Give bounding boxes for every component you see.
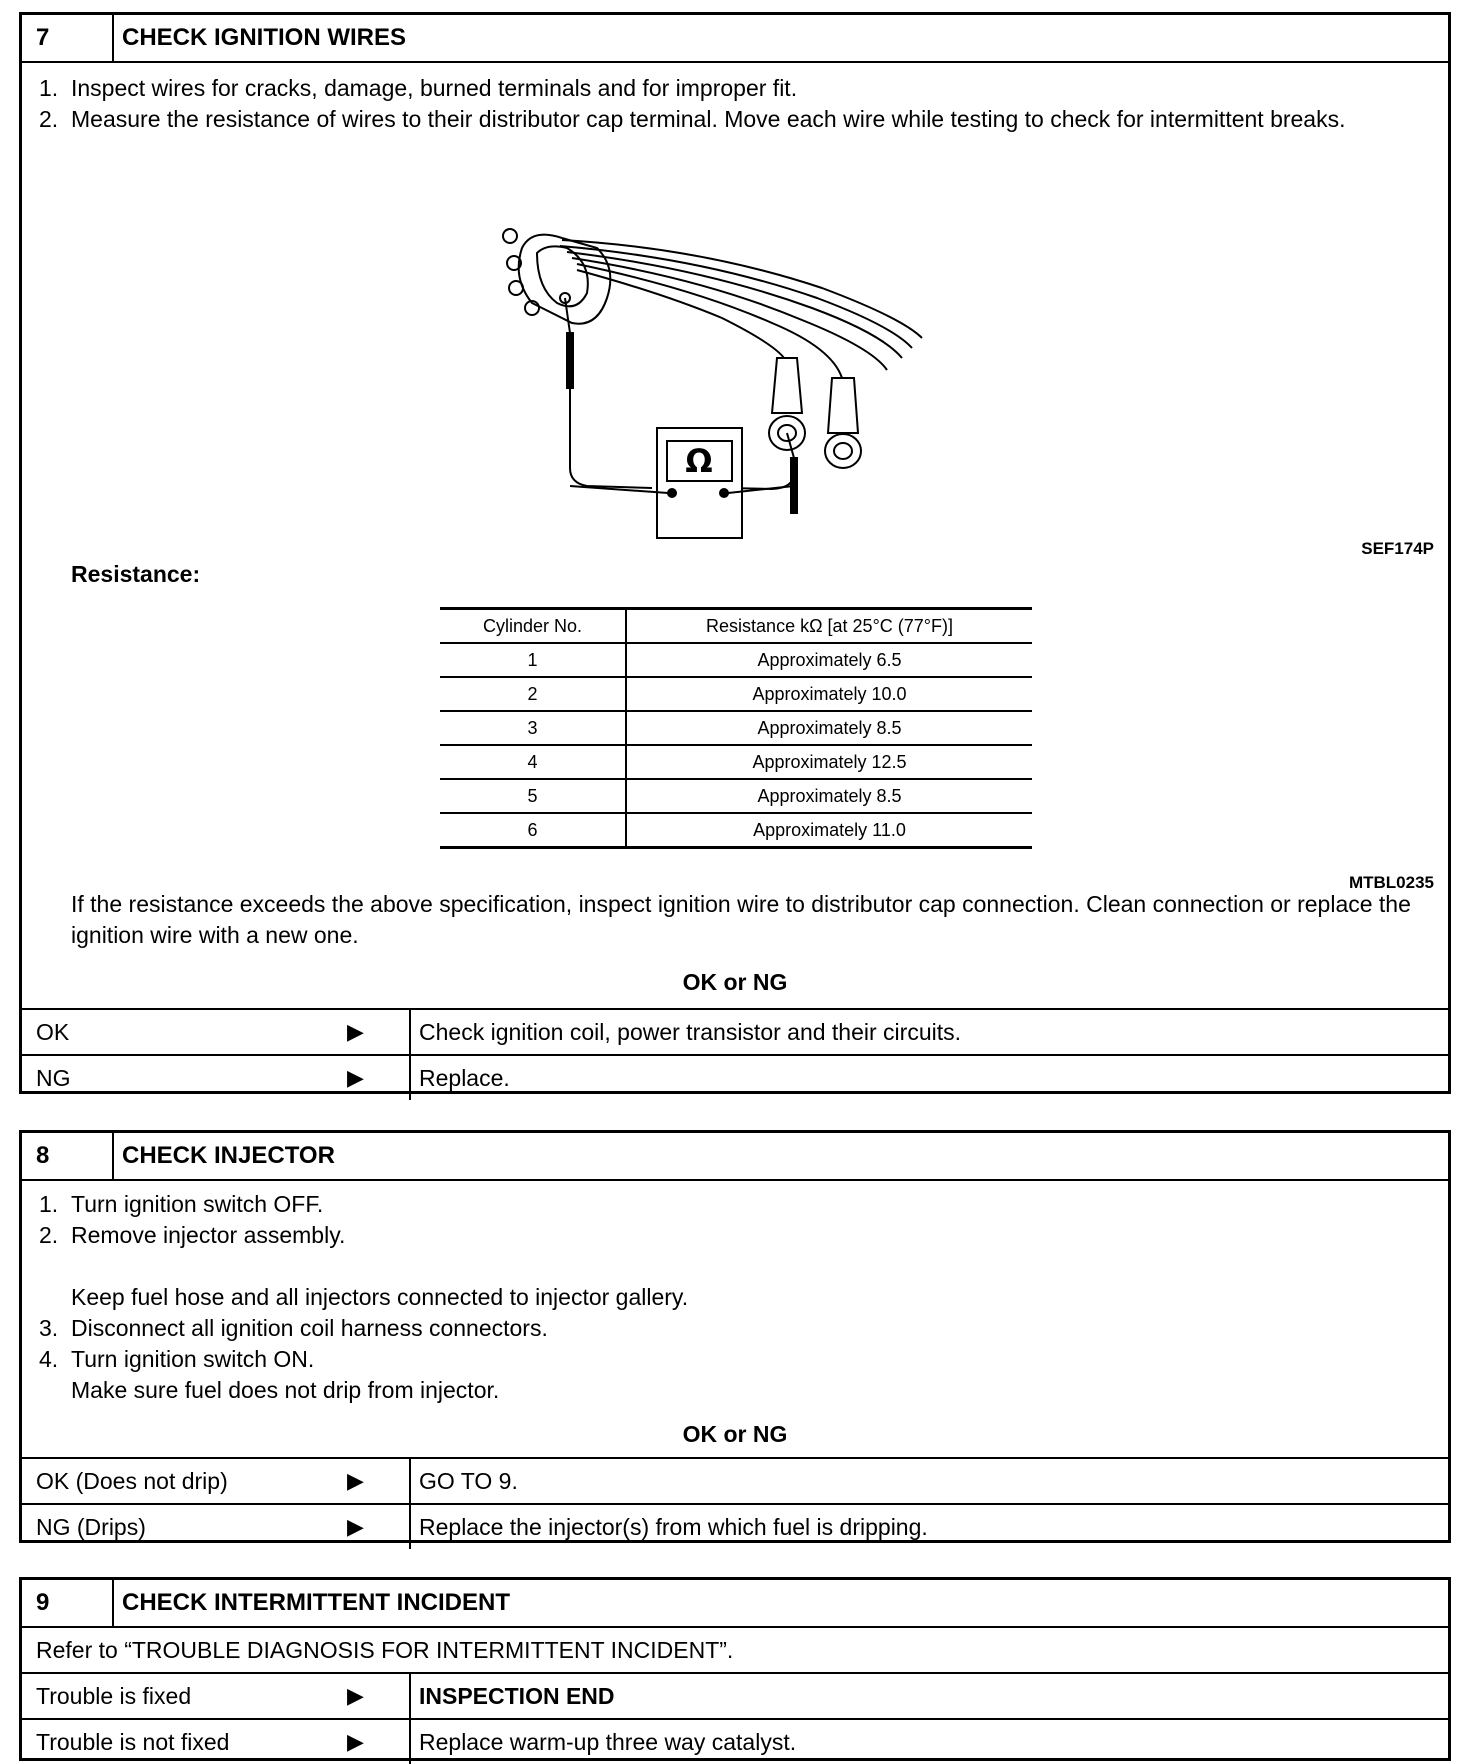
arrow-right-icon: ▶ xyxy=(347,1683,364,1708)
figure-code: SEF174P xyxy=(1361,539,1434,558)
step-number: 9 xyxy=(22,1580,114,1626)
note-text: If the resistance exceeds the above specification, inspect ignition wire to distributor cap connection. Clean connection or replace the ignition wire with a new one. xyxy=(71,891,1411,948)
table-row: 6 Approximately 11.0 xyxy=(440,813,1032,848)
resistance-label: Resistance: xyxy=(71,561,201,587)
list-item: 2. Remove injector assembly. xyxy=(39,1222,346,1248)
ok-or-ng-label: OK or NG xyxy=(682,1421,788,1447)
step-title: CHECK INJECTOR xyxy=(122,1142,335,1169)
ok-or-ng-label: OK or NG xyxy=(682,969,788,995)
step-8-body xyxy=(22,1181,1448,1457)
list-item: 1. Inspect wires for cracks, damage, burned terminals and for improper fit. xyxy=(39,75,798,101)
step-title: CHECK INTERMITTENT INCIDENT xyxy=(122,1589,510,1616)
arrow-right-icon: ▶ xyxy=(347,1468,364,1493)
list-item: 3. Disconnect all ignition coil harness connectors. xyxy=(39,1315,548,1341)
step-7-header xyxy=(22,15,1448,63)
list-item: 1. Turn ignition switch OFF. xyxy=(39,1191,324,1217)
step-9-header xyxy=(22,1580,1448,1628)
list-item: 2. Measure the resistance of wires to their distributor cap terminal. Move each wire while testing to check for intermittent breaks. xyxy=(39,106,1346,132)
list-item: 4. Turn ignition switch ON. xyxy=(39,1346,315,1372)
result-row: OK (Does not drip) ▶ GO TO 9. xyxy=(22,1457,1448,1503)
step-9-text: Refer to “TROUBLE DIAGNOSIS FOR INTERMITTENT INCIDENT”. xyxy=(36,1637,734,1663)
table-row: 1 Approximately 6.5 xyxy=(440,643,1032,677)
result-row: NG ▶ Replace. xyxy=(22,1054,1448,1100)
arrow-right-icon: ▶ xyxy=(347,1019,364,1044)
list-item: Keep fuel hose and all injectors connected to injector gallery. xyxy=(71,1284,689,1310)
list-item xyxy=(22,1251,1418,1282)
step-7-block xyxy=(19,12,1451,1094)
resistance-table xyxy=(440,607,1032,849)
result-row: Trouble is not fixed ▶ Replace warm-up three way catalyst. xyxy=(22,1718,1448,1764)
table-row: 4 Approximately 12.5 xyxy=(440,745,1032,779)
step-title: CHECK IGNITION WIRES xyxy=(122,24,407,51)
step-number: 8 xyxy=(22,1133,114,1179)
result-row: NG (Drips) ▶ Replace the injector(s) from which fuel is dripping. xyxy=(22,1503,1448,1549)
column-header: Cylinder No. xyxy=(440,609,626,644)
step-9-block xyxy=(19,1577,1451,1761)
table-row: 2 Approximately 10.0 xyxy=(440,677,1032,711)
table-header-row xyxy=(440,609,1032,644)
arrow-right-icon: ▶ xyxy=(347,1729,364,1754)
step-7-body xyxy=(22,63,1448,1008)
step-8-header xyxy=(22,1133,1448,1181)
table-row: 3 Approximately 8.5 xyxy=(440,711,1032,745)
ignition-wire-resistance-illustration xyxy=(502,208,1022,548)
result-row: OK ▶ Check ignition coil, power transistor and their circuits. xyxy=(22,1008,1448,1054)
column-header: Resistance kΩ [at 25°C (77°F)] xyxy=(706,615,953,636)
arrow-right-icon: ▶ xyxy=(347,1514,364,1539)
step-9-body xyxy=(22,1628,1448,1672)
list-item: Make sure fuel does not drip from injector. xyxy=(71,1377,500,1403)
ohm-symbol: Ω xyxy=(685,442,713,480)
result-row: Trouble is fixed ▶ INSPECTION END xyxy=(22,1672,1448,1718)
step-8-block xyxy=(19,1130,1451,1543)
arrow-right-icon: ▶ xyxy=(347,1065,364,1090)
step-number: 7 xyxy=(22,15,114,61)
table-row: 5 Approximately 8.5 xyxy=(440,779,1032,813)
table-code: MTBL0235 xyxy=(1348,873,1434,892)
